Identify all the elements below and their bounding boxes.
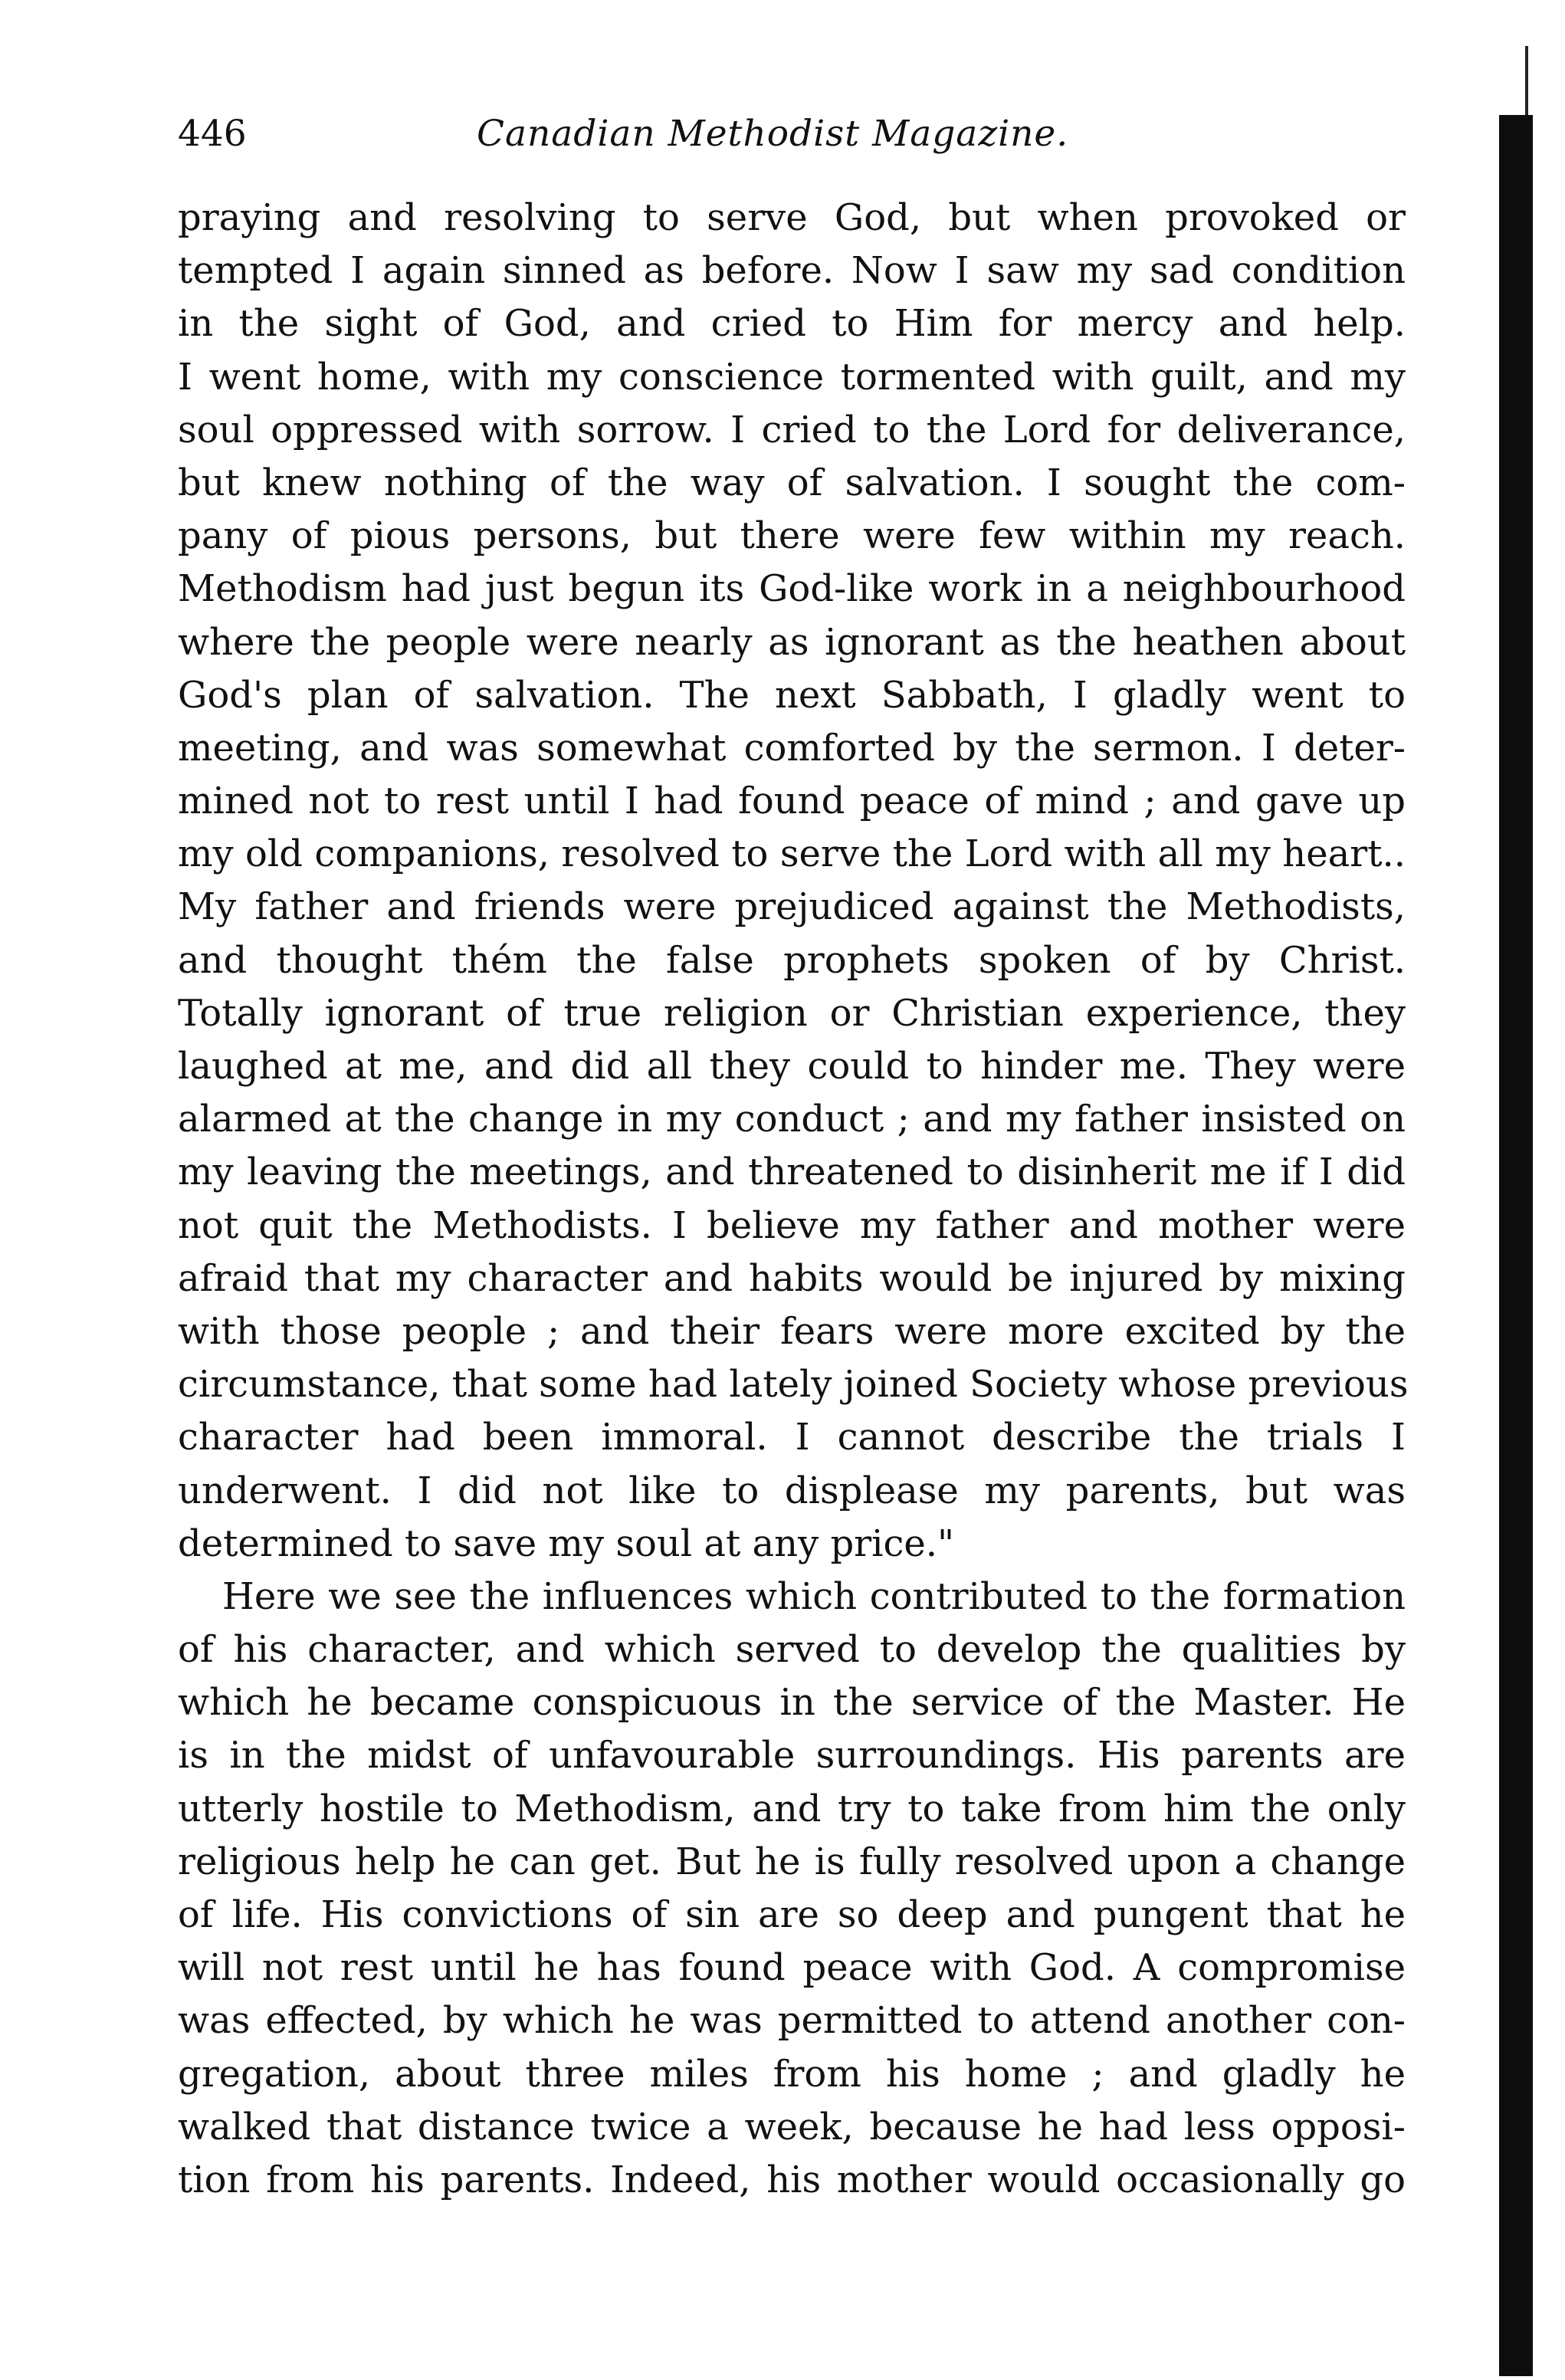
text-line: is in the midst of unfavourable surroundings. His parents are: [178, 1734, 1406, 1778]
text-line: tion from his parents. Indeed, his mother would occasionally go: [178, 2158, 1406, 2201]
text-line: I went home, with my conscience tormented with guilt, and my: [178, 355, 1406, 399]
paragraph-start-line: Here we see the influences which contributed to the formation: [222, 1574, 1406, 1618]
text-line: with those people ; and their fears were more excited by the: [178, 1309, 1406, 1353]
text-line: was effected, by which he was permitted to attend another con-: [178, 1999, 1406, 2043]
text-line: character had been immoral. I cannot describe the trials I: [178, 1416, 1406, 1459]
text-line: gregation, about three miles from his home ; and gladly he: [178, 2052, 1406, 2096]
text-line: Methodism had just begun its God-like work in a neighbourhood: [178, 567, 1406, 611]
text-line: tempted I again sinned as before. Now I saw my sad condition: [178, 249, 1406, 293]
text-line: afraid that my character and habits would be injured by mixing: [178, 1256, 1406, 1300]
text-line: My father and friends were prejudiced against the Methodists,: [178, 885, 1406, 929]
body-text: [178, 192, 1409, 2207]
text-line: praying and resolving to serve God, but when provoked or: [178, 196, 1406, 239]
text-line: but knew nothing of the way of salvation. I sought the com-: [178, 461, 1406, 504]
text-line: meeting, and was somewhat comforted by the sermon. I deter-: [178, 726, 1406, 770]
text-line: where the people were nearly as ignorant as the heathen about: [178, 620, 1406, 664]
running-title: Canadian Methodist Magazine.: [477, 113, 1069, 155]
text-line: which he became conspicuous in the service of the Master. He: [178, 1681, 1406, 1725]
page-header: [178, 107, 1419, 161]
text-line: mined not to rest until I had found peace of mind ; and gave up: [178, 780, 1406, 823]
text-line: underwent. I did not like to displease my parents, but was: [178, 1469, 1406, 1512]
text-line: not quit the Methodists. I believe my father and mother were: [178, 1203, 1406, 1247]
text-line: utterly hostile to Methodism, and try to take from him the only: [178, 1787, 1406, 1830]
text-line: my old companions, resolved to serve the Lord with all my heart..: [178, 832, 1406, 876]
text-line: walked that distance twice a week, because he had less opposi-: [178, 2105, 1406, 2149]
text-line: religious help he can get. But he is fully resolved upon a change: [178, 1840, 1406, 1883]
page-number: 446: [178, 113, 247, 155]
paragraph-end-line: determined to save my soul at any price.": [178, 1522, 955, 1565]
scan-edge-shadow: [1499, 115, 1533, 2376]
text-line: laughed at me, and did all they could to hinder me. They were: [178, 1045, 1406, 1088]
text-line: of his character, and which served to develop the qualities by: [178, 1628, 1406, 1672]
text-line: in the sight of God, and cried to Him for mercy and help.: [178, 302, 1406, 346]
text-line: Totally ignorant of true religion or Christian experience, they: [178, 991, 1406, 1035]
text-line: pany of pious persons, but there were few within my reach.: [178, 514, 1406, 558]
text-line: soul oppressed with sorrow. I cried to the Lord for deliverance,: [178, 408, 1406, 451]
text-line: of life. His convictions of sin are so deep and pungent that he: [178, 1893, 1406, 1936]
text-line: circumstance, that some had lately joined Society whose previous: [178, 1363, 1409, 1407]
text-line: my leaving the meetings, and threatened to disinherit me if I did: [178, 1151, 1406, 1194]
text-line: alarmed at the change in my conduct ; and my father insisted on: [178, 1098, 1406, 1141]
text-line: God's plan of salvation. The next Sabbath, I gladly went to: [178, 673, 1406, 717]
text-line: and thought thém the false prophets spoken of by Christ.: [178, 938, 1406, 982]
text-line: will not rest until he has found peace with God. A compromise: [178, 1946, 1406, 1990]
